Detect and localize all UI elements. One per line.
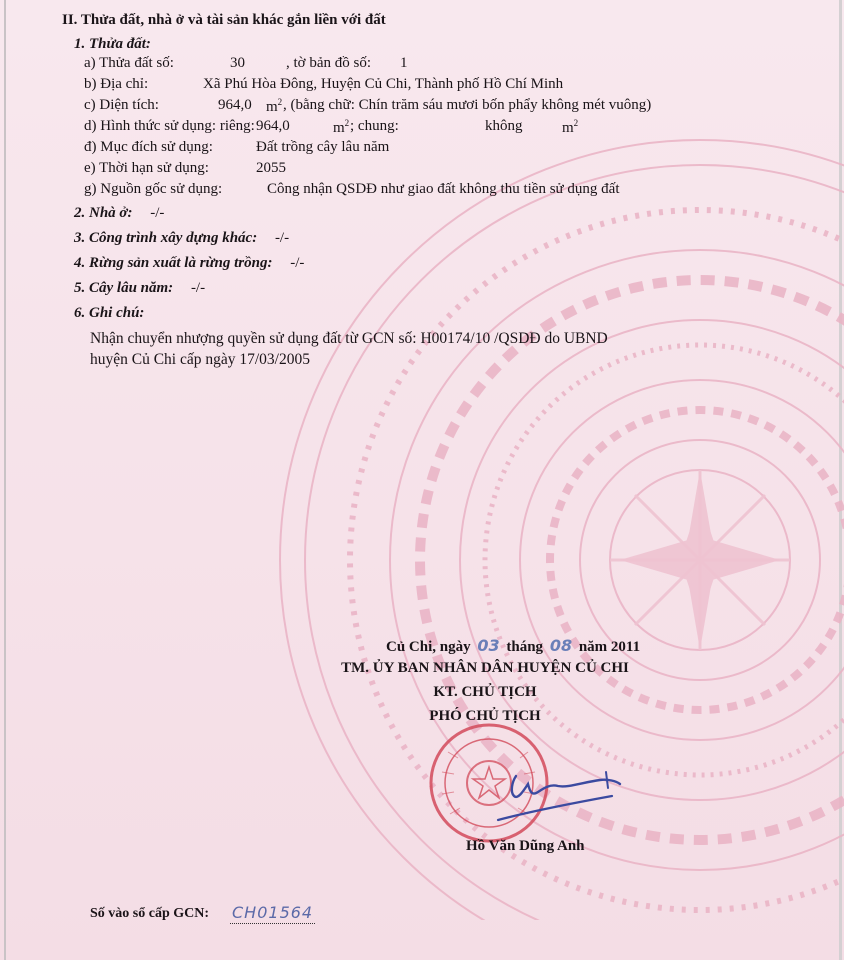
signing-date: Củ Chi, ngày 03 tháng 08 năm 2011: [386, 636, 641, 655]
origin-label: g) Nguồn gốc sử dụng:: [84, 181, 223, 197]
address-value: Xã Phú Hòa Đông, Huyện Củ Chi, Thành phố Hồ Chí Minh: [203, 76, 564, 92]
parcel-number-value: 30: [230, 55, 245, 71]
map-sheet-value: 1: [400, 55, 408, 71]
signing-day: 03: [477, 636, 500, 655]
handwritten-signature: [488, 762, 638, 832]
area-value: 964,0: [218, 97, 252, 113]
usage-private-value: 964,0: [256, 118, 290, 134]
area-in-words: , (bằng chữ: Chín trăm sáu mươi bốn phẩy không mét vuông): [283, 97, 652, 113]
left-border: [4, 0, 6, 960]
vice-chairman-title: PHÓ CHỦ TỊCH: [429, 708, 541, 724]
forest-row: 4. Rừng sản xuất là rừng trồng: -/-: [74, 255, 305, 271]
usage-private-unit: $m^2$: [333, 118, 350, 136]
section-title: II. Thửa đất, nhà ở và tài sản khác gắn liền với đất: [62, 12, 386, 28]
origin-value: Công nhận QSDĐ như giao đất không thu tiền sử dụng đất: [267, 181, 620, 197]
purpose-label: đ) Mục đích sử dụng:: [84, 139, 213, 155]
notes-line-2: huyện Củ Chi cấp ngày 17/03/2005: [90, 351, 310, 368]
usage-form-label: d) Hình thức sử dụng: riêng:: [84, 118, 255, 134]
signing-month: 08: [549, 636, 573, 655]
usage-common-unit: $m^2$: [562, 118, 579, 136]
term-label: e) Thời hạn sử dụng:: [84, 160, 209, 176]
usage-common-value: không: [485, 118, 523, 134]
issuing-organization: TM. ỦY BAN NHÂN DÂN HUYỆN CỦ CHI: [341, 660, 629, 676]
perennial-row: 5. Cây lâu năm: -/-: [74, 280, 206, 296]
house-row: 2. Nhà ở: -/-: [74, 205, 165, 221]
construction-row: 3. Công trình xây dựng khác: -/-: [74, 230, 290, 246]
signer-name: Hồ Văn Dũng Anh: [466, 838, 585, 854]
area-unit: $m^2$: [266, 97, 283, 115]
map-sheet-label: , tờ bản đồ số:: [286, 55, 372, 71]
term-value: 2055: [256, 160, 286, 176]
address-label: b) Địa chỉ:: [84, 76, 149, 92]
notes-label: 6. Ghi chú:: [74, 305, 145, 321]
registry-label: Số vào sổ cấp GCN:: [90, 906, 210, 921]
purpose-value: Đất trồng cây lâu năm: [256, 139, 390, 155]
notes-line-1: Nhận chuyển nhượng quyền sử dụng đất từ GCN số: H00174/10 /QSDĐ do UBND: [90, 330, 608, 347]
usage-common-label: ; chung:: [350, 118, 399, 134]
acting-chairman: KT. CHỦ TỊCH: [433, 684, 537, 700]
registry-number: CH01564: [232, 903, 314, 922]
parcel-number-label: a) Thửa đất số:: [84, 55, 174, 71]
land-heading: 1. Thửa đất:: [74, 36, 151, 52]
area-label: c) Diện tích:: [84, 97, 159, 113]
